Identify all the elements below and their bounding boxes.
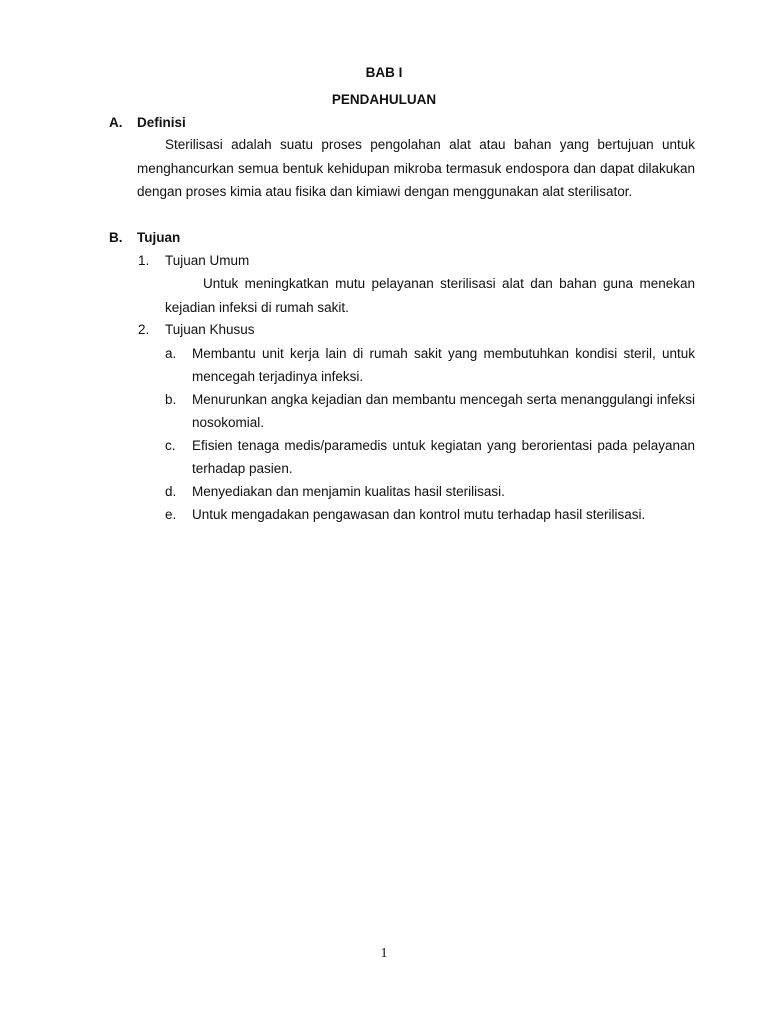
list-item-letter: c. bbox=[165, 438, 176, 453]
list-item bbox=[165, 434, 695, 480]
list-item-letter: b. bbox=[165, 392, 177, 407]
section-a-title: Definisi bbox=[137, 115, 186, 130]
list-item bbox=[165, 388, 695, 434]
item-1-title: Tujuan Umum bbox=[165, 253, 250, 268]
section-a-heading bbox=[109, 115, 186, 131]
section-b-heading bbox=[109, 230, 180, 246]
list-item-text: Membantu unit kerja lain di rumah sakit yang membutuhkan kondisi steril, untuk mencegah terjadinya infeksi. bbox=[192, 346, 695, 384]
list-item-text: Menurunkan angka kejadian dan membantu mencegah serta menanggulangi infeksi nosokomial. bbox=[192, 392, 695, 430]
list-item bbox=[165, 503, 695, 526]
list-item-text: Menyediakan dan menjamin kualitas hasil sterilisasi. bbox=[192, 484, 505, 499]
list-item bbox=[165, 480, 695, 503]
item-2-title: Tujuan Khusus bbox=[165, 322, 255, 337]
list-item-text: Efisien tenaga medis/paramedis untuk kegiatan yang berorientasi pada pelayanan terhadap pasien. bbox=[192, 438, 695, 476]
chapter-title: PENDAHULUAN bbox=[331, 92, 437, 107]
definition-paragraph: Sterilisasi adalah suatu proses pengolahan alat atau bahan yang bertujuan untuk menghancurkan semua bentuk kehidupan mikroba termasuk endospora dan dapat dilakukan dengan proses kimia atau fisika dan kimiawi dengan menggunakan alat sterilisator. bbox=[137, 137, 695, 199]
numbered-item-1 bbox=[138, 253, 698, 269]
section-a-letter: A. bbox=[109, 115, 123, 130]
list-item bbox=[165, 342, 695, 388]
list-item-text: Untuk mengadakan pengawasan dan kontrol mutu terhadap hasil sterilisasi. bbox=[192, 507, 646, 522]
item-2-number: 2. bbox=[138, 322, 150, 337]
general-purpose-paragraph: Untuk meningkatkan mutu pelayanan sterilisasi alat dan bahan guna menekan kejadian infeksi di rumah sakit. bbox=[165, 276, 695, 315]
list-item-letter: a. bbox=[165, 346, 177, 361]
chapter-label: BAB I bbox=[365, 65, 403, 80]
section-b-title: Tujuan bbox=[137, 230, 181, 245]
item-1-number: 1. bbox=[138, 253, 150, 268]
numbered-item-2 bbox=[138, 322, 698, 338]
list-item-letter: d. bbox=[165, 484, 177, 499]
list-item-letter: e. bbox=[165, 507, 177, 522]
page-number: 1 bbox=[380, 946, 388, 961]
section-b-letter: B. bbox=[109, 230, 123, 245]
